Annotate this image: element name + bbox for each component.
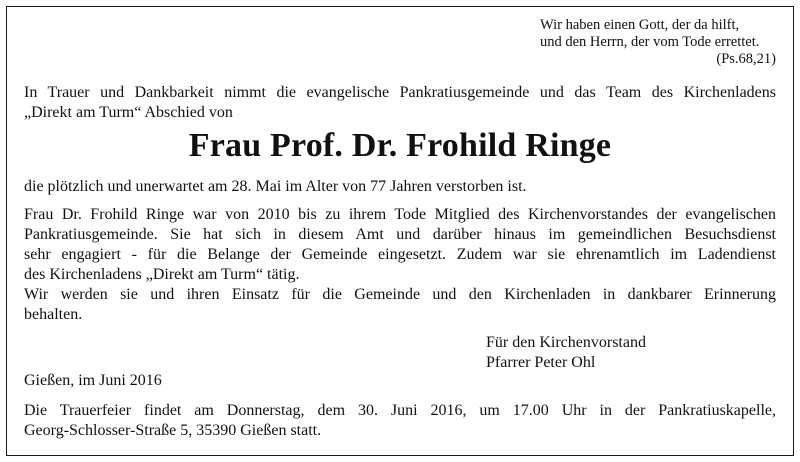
- death-notice: [24, 177, 776, 197]
- intro-paragraph: [24, 83, 776, 123]
- bible-verse: [540, 17, 776, 68]
- biography-line-4: des Kirchenladens „Direkt am Turm“ tätig.: [24, 266, 300, 283]
- verse-reference: (Ps.68,21): [716, 51, 776, 67]
- verse-line-2: und den Herrn, der vom Tode errettet.: [540, 34, 760, 50]
- funeral-line-1: Die Trauerfeier findet am Donnerstag, dem 30. Juni 2016, um 17.00 Uhr in der Pankratiuskapelle,: [24, 402, 776, 419]
- biography-paragraph: [24, 205, 776, 285]
- deceased-name: Frau Prof. Dr. Frohild Ringe: [188, 127, 612, 164]
- thanks-line-2: behalten.: [24, 306, 83, 323]
- biography-line-1: Frau Dr. Frohild Ringe war von 2010 bis zu ihrem Tode Mitglied des Kirchenvorstandes der evangelischen: [24, 206, 776, 223]
- death-notice-text: die plötzlich und unerwartet am 28. Mai im Alter von 77 Jahren verstorben ist.: [24, 178, 527, 195]
- signature-block: [486, 333, 646, 373]
- thanks-paragraph: [24, 285, 776, 325]
- signature-line-2: Pfarrer Peter Ohl: [486, 354, 596, 371]
- thanks-line-1: Wir werden sie und ihren Einsatz für die Gemeinde und den Kirchenladen in dankbarer Erinnerung: [24, 286, 776, 303]
- intro-line-1: In Trauer und Dankbarkeit nimmt die evangelische Pankratiusgemeinde und das Team des Kirchenladens: [24, 84, 776, 101]
- verse-line-1: Wir haben einen Gott, der da hilft,: [540, 17, 740, 33]
- biography-line-3: sehr engagiert - für die Belange der Gemeinde eingesetzt. Zudem war sie ehrenamtlich im Ladendienst: [24, 246, 776, 263]
- funeral-paragraph: [24, 401, 776, 441]
- funeral-line-2: Georg-Schlosser-Straße 5, 35390 Gießen statt.: [24, 422, 322, 439]
- biography-line-2: Pankratiusgemeinde. Sie hat sich in diesem Amt und darüber hinaus im gemeindlichen Besuchsdienst: [24, 226, 776, 243]
- intro-line-2: „Direkt am Turm“ Abschied von: [24, 104, 233, 121]
- signature-line-1: Für den Kirchenvorstand: [486, 334, 646, 351]
- place-date: Gießen, im Juni 2016: [24, 372, 162, 389]
